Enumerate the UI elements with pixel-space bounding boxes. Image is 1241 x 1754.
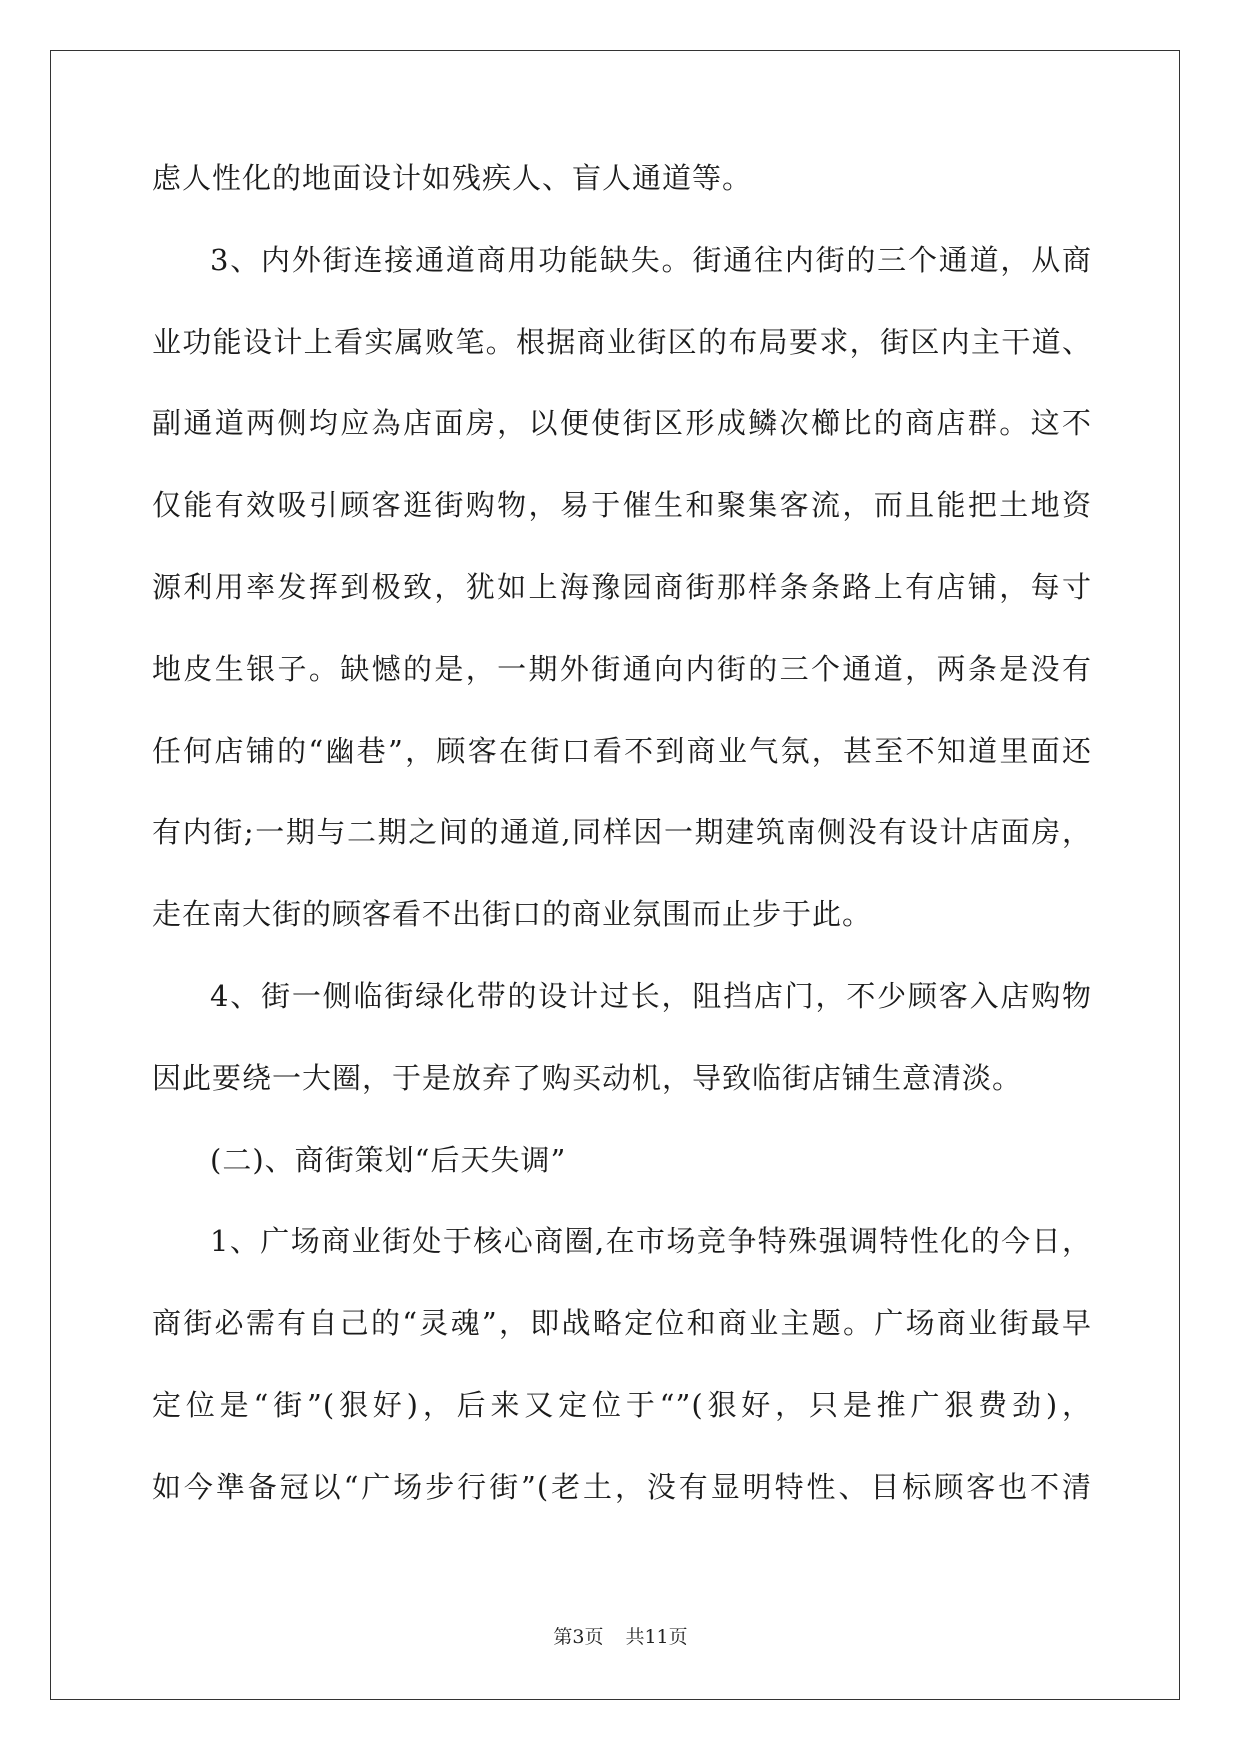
text-line-9: 有内街;一期与二期之间的通道,同样因一期建筑南侧没有设计店面房，: [152, 815, 1092, 850]
text-line-16: 定位是“街”(狠好)，后来又定位于“”(狠好，只是推广狠费劲)，: [152, 1387, 1092, 1422]
document-body: [152, 160, 1092, 1551]
text-line-1: 虑人性化的地面设计如残疾人、盲人通道等。: [152, 161, 753, 195]
text-line-4: 副通道两侧均应為店面房，以便使街区形成鳞次櫛比的商店群。这不: [152, 406, 1092, 441]
text-line-13: (二)、商街策划“后天失调”: [210, 1142, 567, 1177]
text-line-14: 1、广场商业街处于核心商圈,在市场竞争特殊强调特性化的今日，: [210, 1224, 1092, 1259]
text-line-12: 因此要绕一大圈，于是放弃了购买动机，导致临街店铺生意清淡。: [152, 1060, 1023, 1095]
text-line-11: 4、街一侧临街绿化带的设计过长，阻挡店门，不少顾客入店购物: [210, 978, 1092, 1013]
page-total: 共11页: [625, 1626, 688, 1648]
text-line-2: 3、内外街连接通道商用功能缺失。街通往内街的三个通道，从商: [210, 242, 1092, 277]
text-line-15: 商街必需有自己的“灵魂”，即战略定位和商业主题。广场商业街最早: [152, 1306, 1092, 1341]
text-line-10: 走在南大街的顾客看不出街口的商业氛围而止步于此。: [152, 897, 873, 932]
text-line-17: 如今準备冠以“广场步行街”(老土，没有显明特性、目标顾客也不清: [152, 1469, 1092, 1504]
page-number: 第3页: [553, 1626, 604, 1648]
page-footer: [0, 1622, 1241, 1649]
text-line-3: 业功能设计上看实属败笔。根据商业街区的布局要求，街区内主干道、: [152, 324, 1092, 359]
text-line-6: 源利用率发挥到极致，犹如上海豫园商街那样条条路上有店铺，每寸: [152, 569, 1092, 604]
text-line-7: 地皮生银子。缺憾的是，一期外街通向内街的三个通道，两条是没有: [152, 651, 1092, 686]
text-line-8: 任何店铺的“幽巷”，顾客在街口看不到商业气氛，甚至不知道里面还: [152, 733, 1092, 768]
text-line-5: 仅能有效吸引顾客逛街购物，易于催生和聚集客流，而且能把土地资: [152, 488, 1092, 523]
